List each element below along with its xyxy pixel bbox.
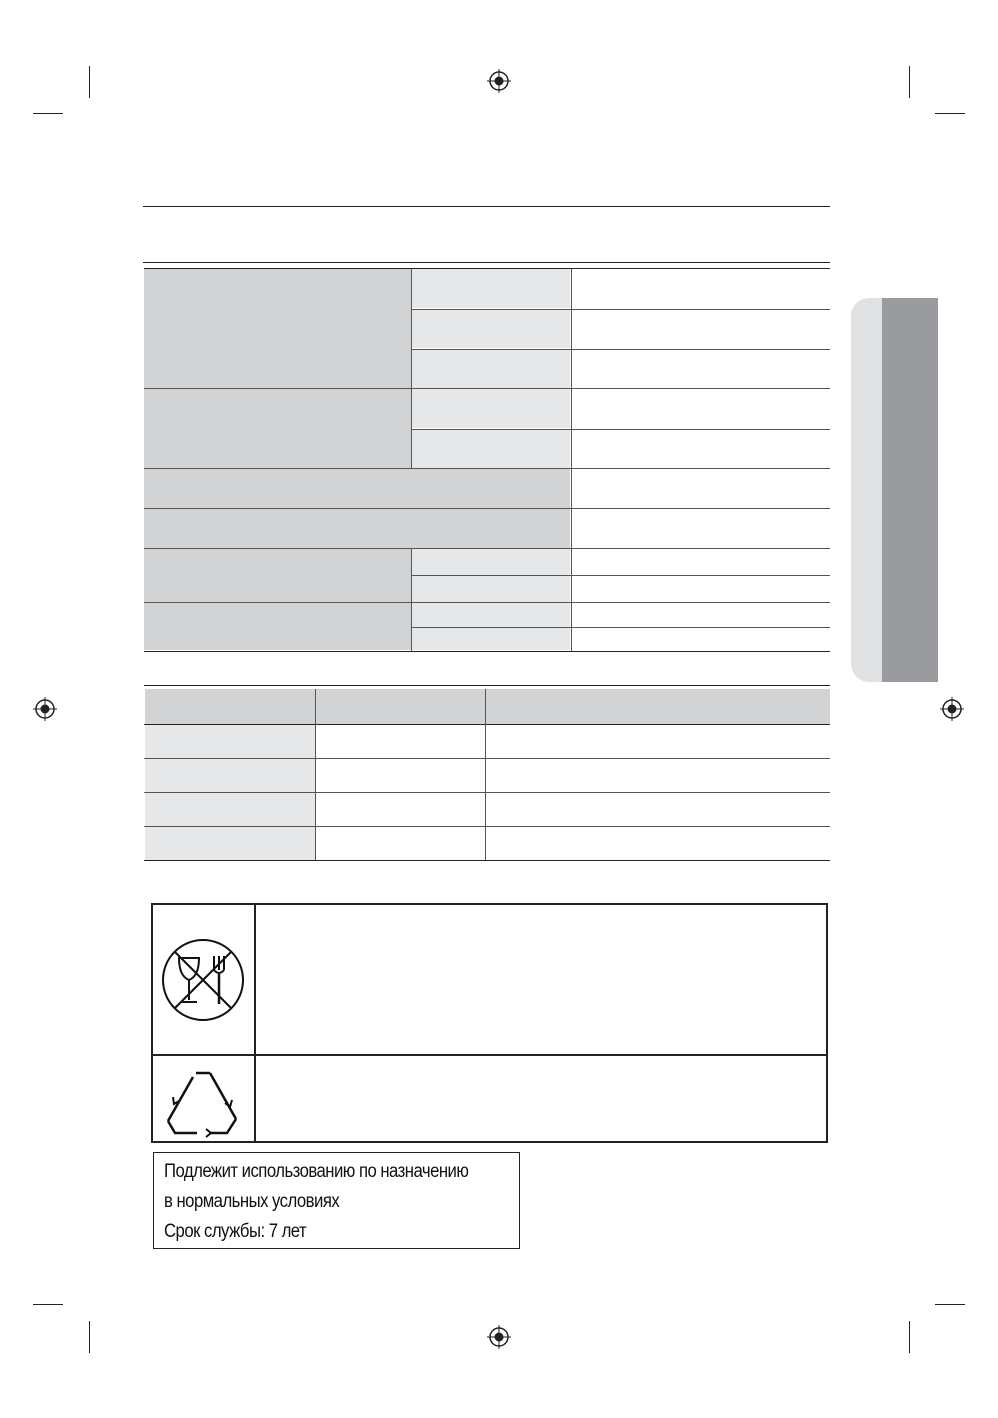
table-border — [412, 349, 830, 350]
crop-mark — [935, 1304, 965, 1305]
table-border — [144, 651, 830, 652]
table-border — [412, 575, 830, 576]
service-life-line: Срок службы: 7 лет — [164, 1221, 307, 1242]
spec-group-header — [144, 603, 411, 650]
table-header-cell — [145, 689, 830, 724]
crop-mark — [935, 113, 965, 114]
spec-row-header — [144, 469, 570, 508]
table-border — [412, 309, 830, 310]
table-border — [144, 388, 830, 389]
table-border — [411, 269, 412, 469]
table-border — [412, 429, 830, 430]
symbols-box — [151, 903, 828, 1143]
symbols-divider — [153, 1054, 826, 1056]
table-border — [144, 724, 830, 725]
spec-subheader — [412, 576, 570, 602]
usage-note-line: Подлежит использованию по назначению — [164, 1161, 469, 1182]
recycling-icon — [163, 1063, 243, 1139]
spec-subheader — [412, 549, 570, 575]
spec-subheader — [412, 628, 570, 650]
table-border — [144, 792, 830, 793]
table-border — [315, 689, 316, 860]
spec-subheader — [412, 350, 570, 388]
crop-mark — [33, 113, 63, 114]
side-tab-accent — [882, 298, 938, 682]
table-border — [412, 627, 830, 628]
symbols-divider — [254, 905, 256, 1141]
section-rule — [143, 206, 830, 207]
table-border — [571, 269, 572, 651]
spec-group-header — [144, 389, 411, 468]
table-border — [144, 685, 830, 686]
table-border — [485, 689, 486, 860]
table-border — [411, 549, 412, 651]
spec-group-header — [144, 549, 411, 602]
table-row-header — [145, 827, 315, 860]
table-row-header — [145, 793, 315, 826]
spec-subheader — [412, 430, 570, 468]
spec-subheader — [412, 269, 570, 308]
table-row-header — [145, 725, 315, 758]
registration-mark-icon — [33, 697, 57, 721]
section-rule — [143, 262, 830, 263]
spec-subheader — [412, 603, 570, 627]
table-border — [144, 860, 830, 861]
crop-mark — [89, 1321, 90, 1353]
table-border — [144, 268, 830, 269]
registration-mark-icon — [940, 697, 964, 721]
crop-mark — [33, 1304, 63, 1305]
spec-subheader — [412, 310, 570, 348]
table-border — [144, 758, 830, 759]
registration-mark-icon — [487, 1325, 511, 1349]
table-row-header — [145, 759, 315, 792]
crop-mark — [909, 1321, 910, 1353]
usage-note-line: в нормальных условиях — [164, 1191, 340, 1212]
spec-group-header — [144, 269, 411, 388]
usage-note-box — [153, 1152, 520, 1249]
table-border — [144, 508, 830, 509]
table-border — [144, 468, 830, 469]
table-border — [144, 602, 830, 603]
registration-mark-icon — [487, 69, 511, 93]
table-border — [144, 548, 830, 549]
spec-subheader — [412, 389, 570, 428]
no-food-contact-icon — [159, 936, 247, 1024]
spec-row-header — [144, 509, 570, 548]
crop-mark — [89, 66, 90, 98]
crop-mark — [909, 66, 910, 98]
table-border — [144, 826, 830, 827]
